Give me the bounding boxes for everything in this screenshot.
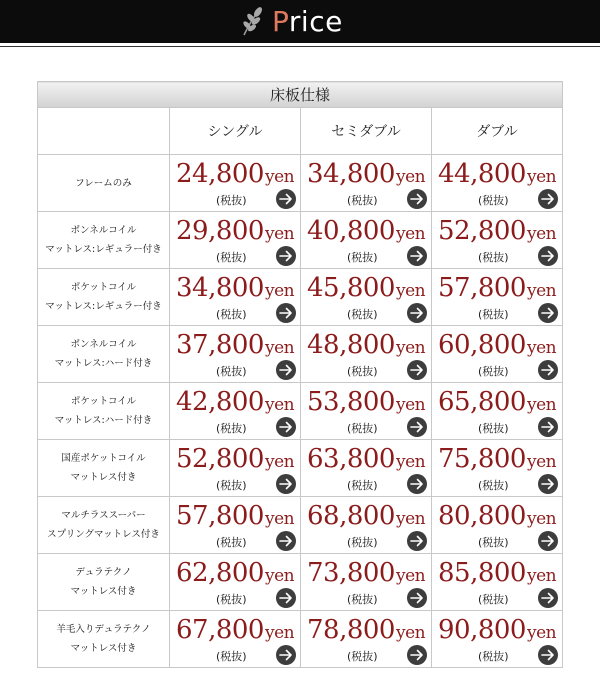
price-cell <box>170 155 301 212</box>
price-value <box>176 615 294 645</box>
price-value <box>438 615 556 645</box>
price-cell <box>170 269 301 326</box>
price-amount: 45,800 <box>307 273 395 303</box>
price-cell <box>301 155 432 212</box>
tax-note: (税抜) <box>478 593 509 606</box>
arrow-right-icon[interactable] <box>276 303 296 323</box>
arrow-right-icon[interactable] <box>538 588 558 608</box>
arrow-right-icon[interactable] <box>407 303 427 323</box>
price-value <box>438 216 556 246</box>
tax-note: (税抜) <box>478 194 509 207</box>
row-label-line2: スプリングマットレス付き <box>47 529 160 540</box>
row-label-line2: マットレス付き <box>70 643 137 654</box>
row-label <box>38 383 170 440</box>
price-currency: yen <box>526 566 557 586</box>
arrow-right-icon[interactable] <box>276 474 296 494</box>
row-label-line2: マットレス:レギュラー付き <box>45 244 162 255</box>
price-value <box>307 330 425 360</box>
price-value <box>176 501 294 531</box>
price-cell <box>301 269 432 326</box>
arrow-right-icon[interactable] <box>276 246 296 266</box>
tax-note: (税抜) <box>478 422 509 435</box>
arrow-right-icon[interactable] <box>538 189 558 209</box>
tax-note: (税抜) <box>216 536 247 549</box>
price-amount: 57,800 <box>438 273 526 303</box>
price-currency: yen <box>395 224 426 244</box>
row-label-line2: マットレス付き <box>70 586 137 597</box>
row-label-line1: ボンネルコイル <box>70 339 137 350</box>
price-amount: 62,800 <box>176 558 264 588</box>
price-value <box>307 615 425 645</box>
price-currency: yen <box>264 509 295 529</box>
price-amount: 73,800 <box>307 558 395 588</box>
row-label-line1: ポケットコイル <box>70 396 137 407</box>
price-amount: 42,800 <box>176 387 264 417</box>
arrow-right-icon[interactable] <box>538 360 558 380</box>
price-cell <box>432 155 563 212</box>
arrow-right-icon[interactable] <box>407 531 427 551</box>
row-label <box>38 554 170 611</box>
price-cell <box>432 383 563 440</box>
arrow-right-icon[interactable] <box>276 360 296 380</box>
tax-note: (税抜) <box>478 479 509 492</box>
price-currency: yen <box>395 623 426 643</box>
price-value <box>438 444 556 474</box>
page-title <box>272 5 343 38</box>
price-currency: yen <box>264 623 295 643</box>
row-label <box>38 440 170 497</box>
price-cell <box>301 383 432 440</box>
price-currency: yen <box>526 281 557 301</box>
price-value <box>176 159 294 189</box>
price-value <box>307 273 425 303</box>
tax-note: (税抜) <box>347 365 378 378</box>
price-currency: yen <box>395 452 426 472</box>
row-label-line1: ポケットコイル <box>70 282 137 293</box>
tax-note: (税抜) <box>347 251 378 264</box>
tax-note: (税抜) <box>216 308 247 321</box>
price-value <box>176 216 294 246</box>
price-value <box>307 501 425 531</box>
price-cell <box>432 269 563 326</box>
price-amount: 68,800 <box>307 501 395 531</box>
arrow-right-icon[interactable] <box>538 246 558 266</box>
page-title-rest: rice <box>288 4 343 38</box>
price-amount: 44,800 <box>438 159 526 189</box>
price-cell <box>170 611 301 668</box>
price-amount: 75,800 <box>438 444 526 474</box>
table-row <box>38 155 563 212</box>
price-value <box>176 330 294 360</box>
price-value <box>307 216 425 246</box>
price-currency: yen <box>395 566 426 586</box>
price-currency: yen <box>264 224 295 244</box>
price-amount: 52,800 <box>176 444 264 474</box>
price-amount: 67,800 <box>176 615 264 645</box>
price-amount: 57,800 <box>176 501 264 531</box>
tax-note: (税抜) <box>216 593 247 606</box>
tax-note: (税抜) <box>347 194 378 207</box>
row-label <box>38 269 170 326</box>
price-currency: yen <box>264 281 295 301</box>
price-amount: 40,800 <box>307 216 395 246</box>
price-amount: 29,800 <box>176 216 264 246</box>
price-cell <box>301 212 432 269</box>
price-cell <box>432 326 563 383</box>
header-logo <box>238 4 343 38</box>
tax-note: (税抜) <box>216 479 247 492</box>
row-label-line2: マットレス付き <box>70 472 137 483</box>
price-amount: 53,800 <box>307 387 395 417</box>
table-caption: 床板仕様 <box>38 82 563 108</box>
page-title-initial: P <box>272 4 289 38</box>
arrow-right-icon[interactable] <box>276 417 296 437</box>
price-amount: 37,800 <box>176 330 264 360</box>
price-value <box>438 273 556 303</box>
tax-note: (税抜) <box>478 308 509 321</box>
price-currency: yen <box>264 338 295 358</box>
price-value <box>438 501 556 531</box>
price-cell <box>432 611 563 668</box>
row-label-line2: マットレス:ハード付き <box>54 415 153 426</box>
header-divider <box>0 46 600 47</box>
arrow-right-icon[interactable] <box>407 417 427 437</box>
header-banner <box>0 0 600 43</box>
table-row <box>38 269 563 326</box>
tax-note: (税抜) <box>216 251 247 264</box>
price-currency: yen <box>395 338 426 358</box>
price-value <box>176 558 294 588</box>
price-currency: yen <box>264 167 295 187</box>
price-currency: yen <box>526 338 557 358</box>
price-value <box>307 387 425 417</box>
arrow-right-icon[interactable] <box>276 531 296 551</box>
price-cell <box>432 440 563 497</box>
price-amount: 80,800 <box>438 501 526 531</box>
row-label <box>38 497 170 554</box>
price-currency: yen <box>264 452 295 472</box>
arrow-right-icon[interactable] <box>538 417 558 437</box>
arrow-right-icon[interactable] <box>407 588 427 608</box>
row-label <box>38 212 170 269</box>
arrow-right-icon[interactable] <box>407 645 427 665</box>
column-header-double: ダブル <box>432 108 563 155</box>
table-row <box>38 326 563 383</box>
tax-note: (税抜) <box>216 194 247 207</box>
price-value <box>438 558 556 588</box>
row-label-line1: 国産ポケットコイル <box>61 453 146 464</box>
row-label-line1: デュラテクノ <box>75 567 132 578</box>
leaf-branch-icon <box>238 5 268 37</box>
price-currency: yen <box>526 509 557 529</box>
column-header-semi-double: セミダブル <box>301 108 432 155</box>
price-table <box>37 81 563 668</box>
tax-note: (税抜) <box>478 251 509 264</box>
arrow-right-icon[interactable] <box>538 303 558 323</box>
price-value <box>176 444 294 474</box>
price-currency: yen <box>395 281 426 301</box>
corner-cell <box>38 108 170 155</box>
price-value <box>176 387 294 417</box>
price-amount: 60,800 <box>438 330 526 360</box>
tax-note: (税抜) <box>347 308 378 321</box>
row-label-line1: マルチラススーパー <box>61 510 146 521</box>
arrow-right-icon[interactable] <box>276 189 296 209</box>
arrow-right-icon[interactable] <box>407 360 427 380</box>
arrow-right-icon[interactable] <box>407 474 427 494</box>
price-amount: 24,800 <box>176 159 264 189</box>
table-row <box>38 554 563 611</box>
price-amount: 48,800 <box>307 330 395 360</box>
price-cell <box>170 383 301 440</box>
tax-note: (税抜) <box>347 593 378 606</box>
arrow-right-icon[interactable] <box>538 645 558 665</box>
row-label-line2: マットレス:ハード付き <box>54 358 153 369</box>
price-value <box>176 273 294 303</box>
price-cell <box>170 554 301 611</box>
price-cell <box>301 611 432 668</box>
price-cell <box>301 326 432 383</box>
arrow-right-icon[interactable] <box>276 645 296 665</box>
price-cell <box>170 497 301 554</box>
price-cell <box>170 212 301 269</box>
tax-note: (税抜) <box>347 536 378 549</box>
price-value <box>307 159 425 189</box>
tax-note: (税抜) <box>478 536 509 549</box>
row-label <box>38 611 170 668</box>
price-currency: yen <box>526 167 557 187</box>
column-header-single: シングル <box>170 108 301 155</box>
row-label-line2: マットレス:レギュラー付き <box>45 301 162 312</box>
price-value <box>307 558 425 588</box>
price-amount: 90,800 <box>438 615 526 645</box>
price-cell <box>432 554 563 611</box>
arrow-right-icon[interactable] <box>538 474 558 494</box>
price-currency: yen <box>526 395 557 415</box>
tax-note: (税抜) <box>216 650 247 663</box>
arrow-right-icon[interactable] <box>276 588 296 608</box>
price-cell <box>301 440 432 497</box>
price-amount: 78,800 <box>307 615 395 645</box>
tax-note: (税抜) <box>347 422 378 435</box>
price-value <box>438 387 556 417</box>
arrow-right-icon[interactable] <box>407 189 427 209</box>
price-currency: yen <box>526 452 557 472</box>
price-amount: 65,800 <box>438 387 526 417</box>
row-label-line1: 羊毛入りデュラテクノ <box>56 624 151 635</box>
tax-note: (税抜) <box>347 479 378 492</box>
price-value <box>438 330 556 360</box>
row-label <box>38 155 170 212</box>
price-currency: yen <box>526 623 557 643</box>
price-amount: 34,800 <box>176 273 264 303</box>
price-currency: yen <box>395 509 426 529</box>
price-currency: yen <box>264 566 295 586</box>
price-cell <box>301 497 432 554</box>
arrow-right-icon[interactable] <box>538 531 558 551</box>
price-currency: yen <box>526 224 557 244</box>
price-amount: 52,800 <box>438 216 526 246</box>
price-currency: yen <box>395 395 426 415</box>
price-value <box>438 159 556 189</box>
price-cell <box>170 326 301 383</box>
price-cell <box>432 497 563 554</box>
row-label-line1: フレームのみ <box>75 177 132 189</box>
price-currency: yen <box>395 167 426 187</box>
price-amount: 63,800 <box>307 444 395 474</box>
tax-note: (税抜) <box>478 650 509 663</box>
table-row <box>38 611 563 668</box>
price-cell <box>301 554 432 611</box>
tax-note: (税抜) <box>478 365 509 378</box>
tax-note: (税抜) <box>347 650 378 663</box>
tax-note: (税抜) <box>216 422 247 435</box>
table-row <box>38 212 563 269</box>
price-cell <box>432 212 563 269</box>
table-row <box>38 440 563 497</box>
price-value <box>307 444 425 474</box>
row-label <box>38 326 170 383</box>
price-amount: 85,800 <box>438 558 526 588</box>
tax-note: (税抜) <box>216 365 247 378</box>
price-amount: 34,800 <box>307 159 395 189</box>
row-label-line1: ボンネルコイル <box>70 225 137 236</box>
price-currency: yen <box>264 395 295 415</box>
table-row <box>38 497 563 554</box>
table-row <box>38 383 563 440</box>
arrow-right-icon[interactable] <box>407 246 427 266</box>
price-cell <box>170 440 301 497</box>
